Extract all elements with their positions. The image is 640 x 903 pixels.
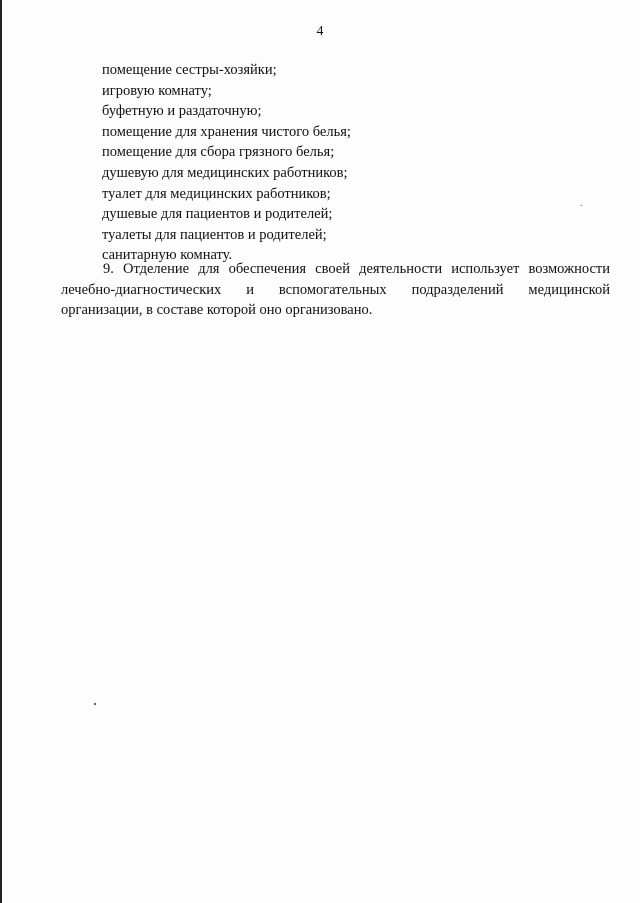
list-item: туалет для медицинских работников; (102, 185, 331, 202)
list-item: душевые для пациентов и родителей; (102, 206, 333, 223)
list-item: помещение сестры-хозяйки; (102, 62, 277, 78)
facilities-list (102, 60, 351, 266)
paragraph-9 (61, 259, 610, 321)
list-item: туалеты для пациентов и родителей; (102, 226, 327, 243)
list-item: помещение для сбора грязного белья; (102, 144, 335, 161)
list-item: буфетную и раздаточную; (102, 103, 262, 120)
scan-edge (0, 0, 2, 903)
scan-speck (581, 205, 582, 206)
paragraph-line: 9. Отделение для обеспечения своей деятельности использует возможности (103, 261, 610, 277)
paragraph-line: лечебно-диагностических и вспомогательных подразделений медицинской (61, 281, 610, 298)
list-item: душевую для медицинских работников; (102, 164, 348, 181)
list-item: санитарную комнату. (102, 247, 233, 264)
paragraph-line: организации, в составе которой оно организовано. (61, 302, 373, 319)
scan-speck (94, 703, 96, 705)
page-number: 4 (316, 24, 324, 39)
list-item: игровую комнату; (102, 82, 212, 99)
list-item: помещение для хранения чистого белья; (102, 123, 351, 140)
